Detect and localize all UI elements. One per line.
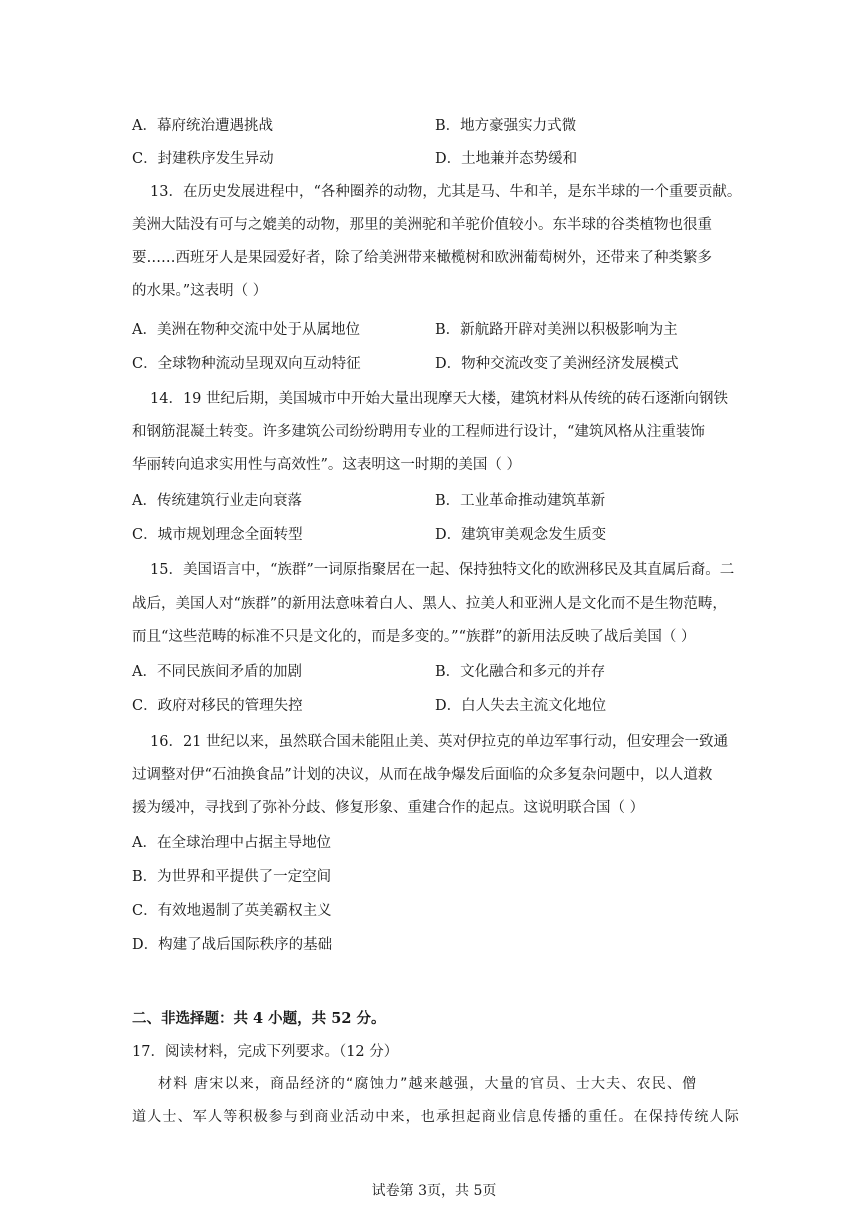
q12-option-d: D．土地兼并态势缓和 — [435, 151, 578, 167]
q15-stem-line-3: 而且“这些范畴的标准不只是文化的，而是多变的。”“族群”的新用法反映了战后美国（ ） — [132, 629, 696, 645]
q16-option-a: A．在全球治理中占据主导地位 — [132, 835, 331, 851]
q13-stem-line-1: 13．在历史发展进程中，“各种圈养的动物，尤其是马、牛和羊，是东半球的一个重要贡献。 — [150, 184, 742, 200]
q15-option-d: D．白人失去主流文化地位 — [435, 698, 607, 714]
q12-options-row-2 — [132, 147, 772, 169]
q15-stem-line-1: 15．美国语言中，“族群”一词原指聚居在一起、保持独特文化的欧洲移民及其直属后裔。二 — [150, 562, 735, 578]
q13-stem-line-3: 要……西班牙人是果园爱好者，除了给美洲带来橄榄树和欧洲葡萄树外，还带来了种类繁多 — [132, 250, 712, 266]
q12-option-b: B．地方豪强实力式微 — [435, 118, 577, 134]
q17-stem: 17．阅读材料，完成下列要求。（12 分） — [132, 1044, 399, 1060]
page-footer: 试卷第 3页，共 5页 — [371, 1183, 497, 1199]
q14-option-a: A．传统建筑行业走向衰落 — [132, 493, 302, 509]
q12-option-a: A．幕府统治遭遇挑战 — [132, 118, 273, 134]
q16-option-d: D．构建了战后国际秩序的基础 — [132, 937, 333, 953]
q13-options-row-1 — [132, 318, 772, 340]
q16-option-c: C．有效地遏制了英美霸权主义 — [132, 903, 332, 919]
q15-option-a: A．不同民族间矛盾的加剧 — [132, 664, 302, 680]
q14-option-b: B．工业革命推动建筑革新 — [435, 493, 606, 509]
q13-stem-line-4: 的水果。”这表明（ ） — [132, 283, 268, 299]
q14-options-row-1 — [132, 489, 772, 511]
q12-option-c: C．封建秩序发生异动 — [132, 151, 274, 167]
q14-stem-line-1: 14．19 世纪后期，美国城市中开始大量出现摩天大楼，建筑材料从传统的砖石逐渐向钢铁 — [150, 391, 729, 407]
q14-stem-line-3: 华丽转向追求实用性与高效性”。这表明这一时期的美国（ ） — [132, 457, 522, 473]
q13-stem-line-2: 美洲大陆没有可与之媲美的动物，那里的美洲驼和羊驼价值较小。东半球的谷类植物也很重 — [132, 217, 712, 233]
q13-options-row-2 — [132, 352, 772, 374]
q14-options-row-2 — [132, 523, 772, 545]
q15-option-c: C．政府对移民的管理失控 — [132, 698, 303, 714]
q15-options-row-2 — [132, 694, 772, 716]
q12-options-row-1 — [132, 114, 772, 136]
q16-option-b: B．为世界和平提供了一定空间 — [132, 869, 332, 885]
q16-stem-line-2: 过调整对伊“石油换食品”计划的决议，从而在战争爆发后面临的众多复杂问题中，以人道救 — [132, 767, 713, 783]
q13-option-b: B．新航路开辟对美洲以积极影响为主 — [435, 322, 678, 338]
q13-option-c: C．全球物种流动呈现双向互动特征 — [132, 356, 361, 372]
q15-stem-line-2: 战后，美国人对“族群”的新用法意味着白人、黑人、拉美人和亚洲人是文化而不是生物范畴， — [132, 596, 727, 612]
section-2-title: 二、非选择题：共 4 小题，共 52 分。 — [132, 1010, 386, 1027]
q17-material-line-2: 道人士、军人等积极参与到商业活动中来，也承担起商业信息传播的重任。在保持传统人际 — [132, 1109, 740, 1125]
q15-options-row-1 — [132, 660, 772, 682]
q14-option-d: D．建筑审美观念发生质变 — [435, 527, 607, 543]
q13-option-a: A．美洲在物种交流中处于从属地位 — [132, 322, 360, 338]
q14-option-c: C．城市规划理念全面转型 — [132, 527, 303, 543]
q14-stem-line-2: 和钢筋混凝土转变。许多建筑公司纷纷聘用专业的工程师进行设计，“建筑风格从注重装饰 — [132, 424, 705, 440]
q15-option-b: B．文化融合和多元的并存 — [435, 664, 606, 680]
q17-material-line-1: 材料 唐宋以来，商品经济的“腐蚀力”越来越强，大量的官员、士大夫、农民、僧 — [158, 1076, 698, 1092]
q13-option-d: D．物种交流改变了美洲经济发展模式 — [435, 356, 679, 372]
q16-stem-line-3: 援为缓冲，寻找到了弥补分歧、修复形象、重建合作的起点。这说明联合国（ ） — [132, 800, 645, 816]
q16-stem-line-1: 16．21 世纪以来，虽然联合国未能阻止美、英对伊拉克的单边军事行动，但安理会一致通 — [150, 734, 729, 750]
